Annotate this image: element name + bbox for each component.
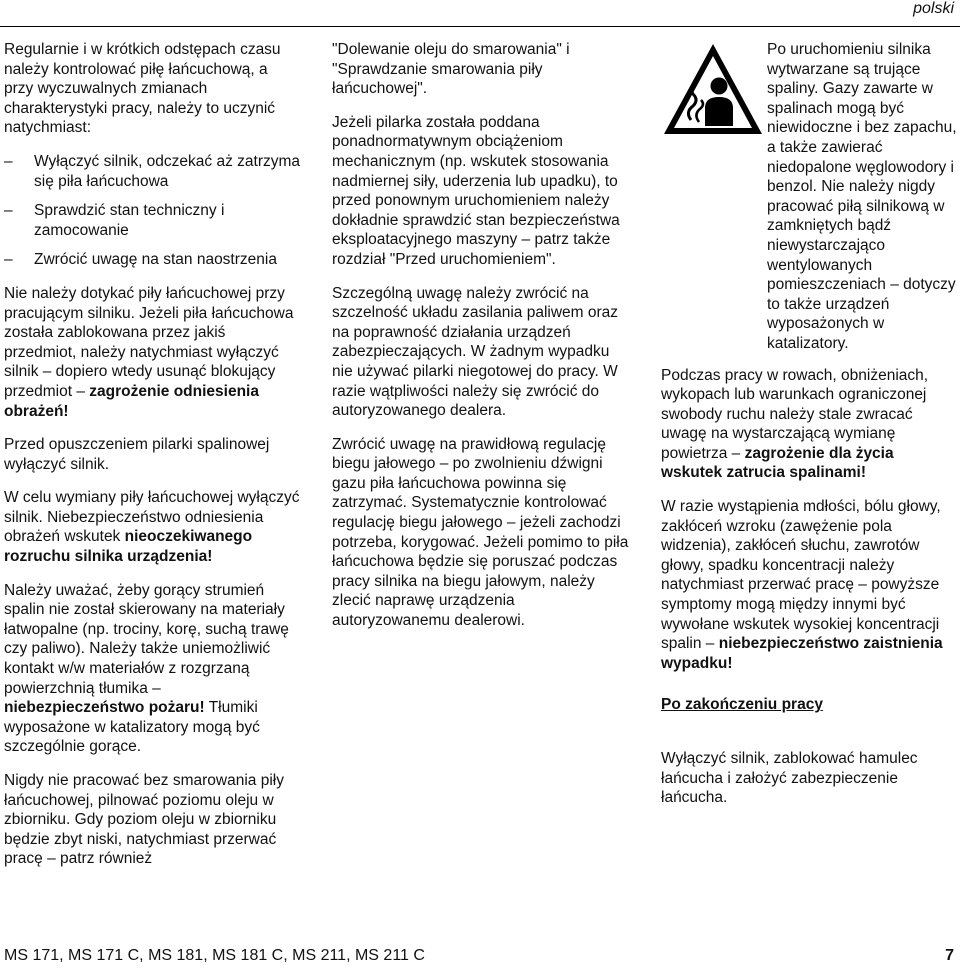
danger-text: niebezpieczeństwo pożaru! xyxy=(4,699,205,717)
list-item xyxy=(4,250,300,270)
symptoms-paragraph xyxy=(661,497,957,673)
dash-bullet: – xyxy=(4,251,13,269)
page-number: 7 xyxy=(945,947,954,964)
header-rule xyxy=(0,26,960,27)
danger-text: zagrożenie dla życia wskutek zatrucia spalinami! xyxy=(661,444,894,482)
exhaust-warning xyxy=(661,40,957,354)
lubrication-continued: "Dolewanie oleju do smarowania" i "Sprawdzanie smarowania piły łańcuchowej". xyxy=(332,41,570,98)
paragraph-text: W razie wystąpienia mdłości, bólu głowy, zakłóceń wzroku (zawężenie pola widzenia), zakłóceń słuchu, zawrotów głowy, spadku koncentracji należy natychmiast przerwać pracę – powyższe symptomy mogą między innymi być wywołane wskutek wysokiej koncentracji spalin – xyxy=(661,498,941,653)
list-item-text: Wyłączyć silnik, odczekać aż zatrzyma się piła łańcuchowa xyxy=(34,152,301,190)
exhaust-fire-paragraph xyxy=(4,581,300,757)
exhaust-fumes-warning-icon xyxy=(661,42,765,138)
danger-text: nieoczekiwanego rozruchu silnika urządzenia! xyxy=(4,528,253,566)
paragraph-text: Nie należy dotykać piły łańcuchowej przy pracującym silniku. Jeżeli piła łańcuchowa została zablokowana przez jakiś przedmiot, należy natychmiast wyłączyć silnik – dopiero wtedy usunąć blokujący przedmiot – xyxy=(4,284,294,400)
page-footer xyxy=(4,947,954,965)
overload-paragraph: Jeżeli pilarka została poddana ponadnormatywnym obciążeniom mechanicznym (np. wskutek stosowania nadmiernej siły, uderzenia lub upadku), to przed ponownym uruchomieniem należy dokładnie sprawdzić stan bezpieczeństwa eksploatacyjnego maszyny – patrz także rozdział "Przed uruchomieniem". xyxy=(332,113,620,268)
paragraph-text: Należy uważać, żeby gorący strumień spalin nie został skierowany na materiały łatwopalne (np. trociny, korę, suchą trawę czy paliwo). Należy także uniemożliwić kontakt w/w materiałów z rozgrzaną powierzchnią tłumika – xyxy=(4,581,289,697)
warning-text: Po uruchomieniu silnika wytwarzane są trujące spaliny. Gazy zawarte w spalinach mogą być niewidoczne i bez zapachu, a także zawierać niedopalone węglowodory i benzol. Nie należy nigdy pracować piłą silnikową w zamkniętych bądź niewystarczająco wentylowanych pomieszczeniach – dotyczy to także urządzeń wyposażonych w katalizatory. xyxy=(767,41,957,352)
after-work-paragraph: Wyłączyć silnik, zablokować hamulec łańcucha i założyć zabezpieczenie łańcucha. xyxy=(661,750,918,807)
model-list: MS 171, MS 171 C, MS 181, MS 181 C, MS 211, MS 211 C xyxy=(4,947,425,964)
ventilation-paragraph xyxy=(661,366,957,484)
dash-bullet: – xyxy=(4,152,13,170)
column-1 xyxy=(4,40,300,883)
column-2 xyxy=(332,40,632,645)
paragraph-text: Podczas pracy w rowach, obniżeniach, wykopach lub warunkach ograniczonej swobody ruchu należy stale zwracać uwagę na wystarczającą wymianę powietrza – xyxy=(661,366,929,462)
list-item xyxy=(4,152,300,191)
paragraph-text: Tłumiki wyposażone w katalizatory mogą być szczególnie gorące. xyxy=(4,699,260,756)
dash-bullet: – xyxy=(4,202,13,220)
idle-adjustment-paragraph: Zwrócić uwagę na prawidłową regulację biegu jałowego – po zwolnieniu dźwigni gazu piła łańcuchowa powinna się zatrzymać. Systematycznie kontrolować regulację biegu jałowego – jeżeli zachodzi potrzeba, korygować. Jeżeli pomimo to piła łańcuchowa będzie się poruszać podczas pracy silnika na biegu jałowym, należy zlecić naprawę urządzenia autoryzowanemu dealerowi. xyxy=(332,435,629,630)
blocked-chain-paragraph xyxy=(4,284,300,421)
leaving-saw-paragraph: Przed opuszczeniem pilarki spalinowej wyłączyć silnik. xyxy=(4,436,270,473)
danger-text: zagrożenie odniesienia obrażeń! xyxy=(4,382,259,420)
column-3 xyxy=(661,40,957,822)
danger-text: niebezpieczeństwo zaistnienia wypadku! xyxy=(661,635,943,672)
chain-change-paragraph xyxy=(4,488,300,566)
lubrication-paragraph: Nigdy nie pracować bez smarowania piły łańcuchowej, pilnować poziomu oleju w zbiorniku. Gdy poziom oleju w zbiorniku będzie zbyt niski, natychmiast przerwać pracę – patrz również xyxy=(4,772,284,868)
language-label: polski xyxy=(913,0,954,17)
list-item xyxy=(4,201,300,240)
paragraph-text: W celu wymiany piły łańcuchowej wyłączyć silnik. Niebezpieczeństwo odniesienia obrażeń wskutek xyxy=(4,489,300,546)
list-item-text: Sprawdzić stan techniczny i zamocowanie xyxy=(34,202,225,239)
list-item-text: Zwrócić uwagę na stan naostrzenia xyxy=(34,251,277,269)
fuel-system-paragraph: Szczególną uwagę należy zwrócić na szczelność układu zasilania paliwem oraz na poprawność działania urządzeń zabezpieczających. W żadnym wypadku nie używać pilarki niegotowej do pracy. W razie wątpliwości należy się zwrócić do autoryzowanego dealera. xyxy=(332,284,619,420)
intro-paragraph: Regularnie i w krótkich odstępach czasu należy kontrolować piłę łańcuchową, a przy wyczuwalnych zmianach charakterystyki pracy, należy to uczynić natychmiast: xyxy=(4,41,281,137)
section-heading: Po zakończeniu pracy xyxy=(661,696,823,714)
